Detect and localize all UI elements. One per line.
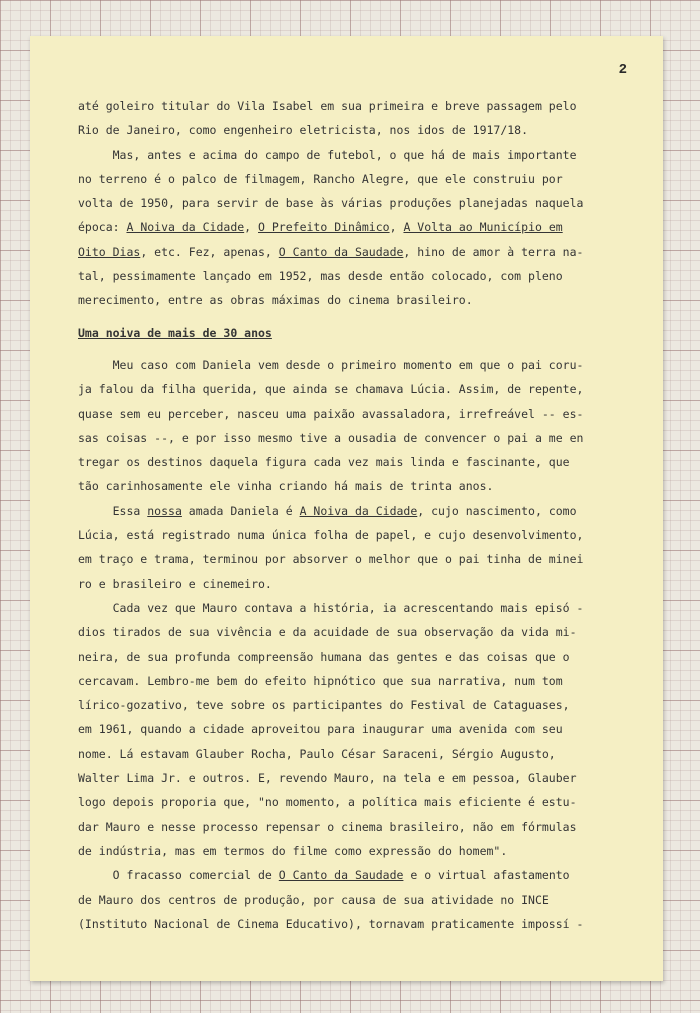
text-line: dar Mauro e nesse processo repensar o cinema brasileiro, não em fórmulas (78, 819, 577, 834)
opening-paragraphs (78, 94, 638, 313)
underlined-title: O Canto da Saudade (278, 244, 404, 259)
section-paragraphs (78, 353, 638, 936)
text-line: O fracasso comercial de O Canto da Saudade e o virtual afastamento (78, 868, 570, 883)
text-line: neira, de sua profunda compreensão humana das gentes e das coisas que o (78, 649, 570, 664)
underlined-title: O Prefeito Dinâmico (258, 220, 390, 235)
text-line: Essa nossa amada Daniela é A Noiva da Cidade, cujo nascimento, como (78, 503, 577, 518)
underlined-title: A Noiva da Cidade (126, 220, 245, 235)
text-line: Walter Lima Jr. e outros. E, revendo Mauro, na tela e em pessoa, Glauber (78, 771, 577, 786)
page-number: 2 (618, 62, 627, 78)
text-line: (Instituto Nacional de Cinema Educativo), tornavam praticamente impossí - (78, 916, 584, 931)
typewritten-page (30, 36, 663, 981)
underlined-title: Oito Dias (78, 244, 141, 259)
text-line: tão carinhosamente ele vinha criando há mais de trinta anos. (78, 479, 494, 494)
text-line: no terreno é o palco de filmagem, Rancho Alegre, que ele construiu por (78, 171, 563, 186)
text-line: tal, pessimamente lançado em 1952, mas desde então colocado, com pleno (78, 269, 563, 284)
text-line: ro e brasileiro e cinemeiro. (78, 576, 272, 591)
underlined-title: O Canto da Saudade (278, 868, 404, 883)
text-line: ja falou da filha querida, que ainda se chamava Lúcia. Assim, de repente, (78, 382, 584, 397)
text-line: tregar os destinos daquela figura cada vez mais linda e fascinante, que (78, 455, 570, 470)
text-line: volta de 1950, para servir de base às várias produções planejadas naquela (78, 196, 584, 211)
text-line: até goleiro titular do Vila Isabel em sua primeira e breve passagem pelo (78, 99, 577, 113)
text-line: época: A Noiva da Cidade, O Prefeito Dinâmico, A Volta ao Município em (78, 220, 563, 235)
underlined-title: A Noiva da Cidade (299, 503, 418, 518)
text-line: Oito Dias, etc. Fez, apenas, O Canto da Saudade, hino de amor à terra na- (78, 244, 584, 259)
text-line: em traço e trama, terminou por absorver o melhor que o pai tinha de minei (78, 552, 584, 567)
section-heading: Uma noiva de mais de 30 anos (78, 325, 272, 340)
text-line: Cada vez que Mauro contava a história, ia acrescentando mais episó - (78, 600, 584, 615)
text-line: dios tirados de sua vivência e da acuidade de sua observação da vida mi- (78, 625, 577, 640)
text-line: de Mauro dos centros de produção, por causa de sua atividade no INCE (78, 892, 549, 907)
underlined-title: A Volta ao Município em (403, 220, 563, 235)
typed-text-body (78, 94, 638, 936)
text-line: Rio de Janeiro, como engenheiro eletricista, nos idos de 1917/18. (78, 123, 529, 138)
text-line: sas coisas --, e por isso mesmo tive a ousadia de convencer o pai a me en (78, 430, 584, 445)
text-line: lírico-gozativo, teve sobre os participantes do Festival de Cataguases, (78, 698, 570, 713)
text-line: cercavam. Lembro-me bem do efeito hipnótico que sua narrativa, num tom (78, 673, 563, 688)
text-line: Meu caso com Daniela vem desde o primeiro momento em que o pai coru- (78, 357, 584, 372)
text-line: nome. Lá estavam Glauber Rocha, Paulo César Saraceni, Sérgio Augusto, (78, 746, 556, 761)
underlined-title: nossa (147, 503, 182, 518)
text-line: em 1961, quando a cidade aproveitou para inaugurar uma avenida com seu (78, 722, 563, 737)
text-line: logo depois proporia que, "no momento, a política mais eficiente é estu- (78, 795, 577, 810)
text-line: Mas, antes e acima do campo de futebol, o que há de mais importante (78, 147, 577, 162)
text-line: Lúcia, está registrado numa única folha de papel, e cujo desenvolvimento, (78, 528, 584, 543)
text-line: quase sem eu perceber, nasceu uma paixão avassaladora, irrefreável -- es- (78, 406, 584, 421)
text-line: de indústria, mas em termos do filme como expressão do homem". (78, 843, 508, 858)
text-line: merecimento, entre as obras máximas do cinema brasileiro. (78, 293, 473, 308)
